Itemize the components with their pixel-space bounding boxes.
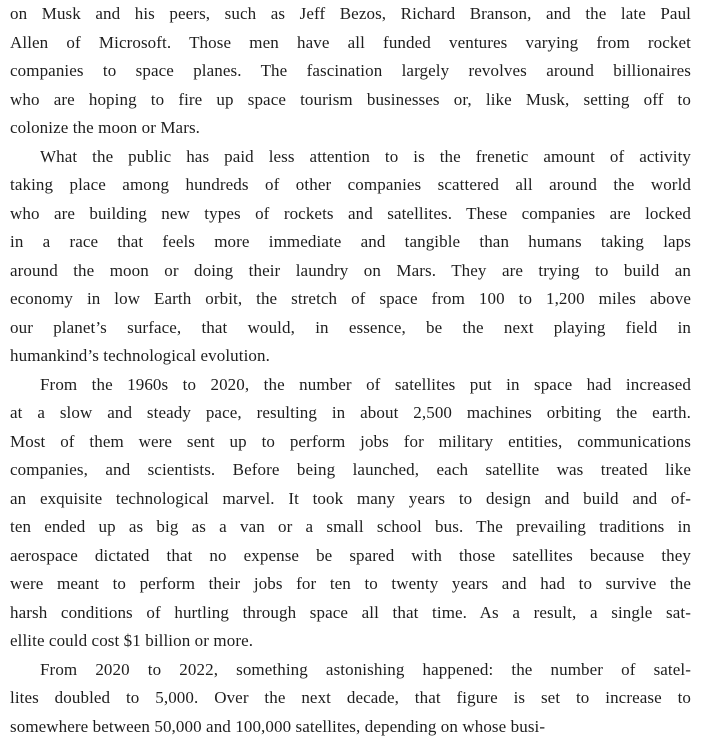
text-line: harsh conditions of hurtling through space all that time. As a result, a single sat- xyxy=(10,602,691,622)
text-line: humankind’s technological evolution. xyxy=(10,346,270,365)
text-line: somewhere between 50,000 and 100,000 satellites, depending on whose busi- xyxy=(10,716,546,736)
text-line: Most of them were sent up to perform jobs for military entities, communications xyxy=(10,431,691,451)
text-line: ellite could cost $1 billion or more. xyxy=(10,631,254,650)
text-line: lites doubled to 5,000. Over the next decade, that figure is set to increase to xyxy=(10,688,691,707)
paragraph xyxy=(10,0,691,143)
text-line: economy in low Earth orbit, the stretch of space from 100 to 1,200 miles above xyxy=(10,289,691,308)
paragraph xyxy=(10,656,691,742)
text-line: Allen of Microsoft. Those men have all funded ventures varying from rocket xyxy=(10,32,691,52)
text-line: taking place among hundreds of other companies scattered all around the world xyxy=(10,175,691,194)
text-line: were meant to perform their jobs for ten to twenty years and had to survive the xyxy=(10,574,691,593)
text-line: who are building new types of rockets and satellites. These companies are locked xyxy=(10,203,691,223)
text-line: ten ended up as big as a van or a small school bus. The prevailing traditions in xyxy=(10,517,691,536)
text-line: who are hoping to fire up space tourism businesses or, like Musk, setting off to xyxy=(10,89,691,109)
page-text xyxy=(10,0,691,741)
text-line: companies to space planes. The fascination largely revolves around billionaires xyxy=(10,61,691,80)
text-line: What the public has paid less attention to is the frenetic amount of activity xyxy=(40,146,691,166)
text-line: From 2020 to 2022, something astonishing happened: the number of satel- xyxy=(40,659,691,679)
text-line: colonize the moon or Mars. xyxy=(10,118,201,137)
text-line: aerospace dictated that no expense be spared with those satellites because they xyxy=(10,545,691,565)
paragraph xyxy=(10,371,691,656)
text-line: an exquisite technological marvel. It took many years to design and build and of- xyxy=(10,488,691,508)
text-line: in a race that feels more immediate and tangible than humans taking laps xyxy=(10,232,691,251)
text-line: From the 1960s to 2020, the number of satellites put in space had increased xyxy=(40,374,691,394)
text-line: on Musk and his peers, such as Jeff Bezos, Richard Branson, and the late Paul xyxy=(10,4,691,23)
text-line: companies, and scientists. Before being launched, each satellite was treated like xyxy=(10,460,691,479)
text-line: our planet’s surface, that would, in essence, be the next playing field in xyxy=(10,317,691,337)
text-line: around the moon or doing their laundry on Mars. They are trying to build an xyxy=(10,260,691,280)
text-line: at a slow and steady pace, resulting in about 2,500 machines orbiting the earth. xyxy=(10,403,691,422)
paragraph xyxy=(10,143,691,371)
